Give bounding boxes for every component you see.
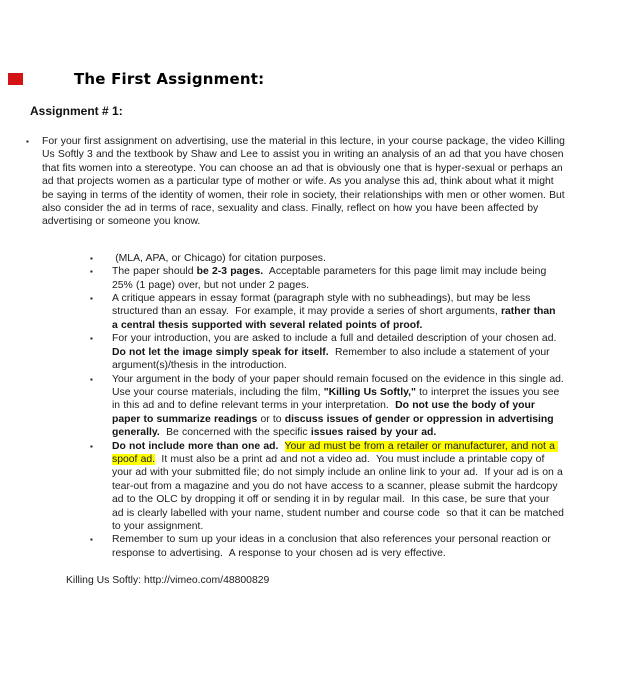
list-item-text <box>112 533 564 560</box>
list-item <box>90 332 638 372</box>
text-run: Remember to also include a statement of your argument(s)/thesis in the introduction. <box>112 346 553 372</box>
document-page <box>0 70 638 700</box>
text-run: Your argument in the body of your paper should remain focused on the evidence in this single ad. Use your course materials, including the film, <box>112 373 571 398</box>
document-title: The First Assignment: <box>74 70 265 88</box>
text-run: to interpret the issues you see in this ad and to define relevant terms in your interpretation. <box>112 386 563 412</box>
requirements-bullet-list <box>0 252 638 560</box>
list-item-text <box>112 440 568 534</box>
text-run: Acceptable parameters for this page limit may include being 25% (1 page) over, but not under 2 pages. <box>112 266 550 291</box>
text-run: It must also be a print ad and not a video ad. You must include a printable copy of your ad with your submitted file; do not simply include an online link to your ad. If your ad is on a tear-out from a magazine and you do not have access to a scanner, please submit the hardcopy ad to the OLC by dropping it off or sending it in by regular mail. In this case, be sure that your ad is clearly labelled with your name, student number and course code so that it can be matched to your assignment. <box>112 453 568 532</box>
bullet-icon: ▪ <box>90 334 93 344</box>
text-run: or to <box>257 413 285 425</box>
video-url-text: Killing Us Softly: http://vimeo.com/48800829 <box>66 575 270 587</box>
text-run: For your introduction, you are asked to include a full and detailed description of your chosen ad. <box>112 333 563 345</box>
list-item <box>90 265 638 292</box>
bold-text-run: issues raised by your ad. <box>310 427 437 439</box>
list-item-text <box>42 135 569 229</box>
list-item <box>90 373 638 440</box>
bold-text-run: Do not let the image simply speak for itself. <box>112 346 329 358</box>
list-item-text <box>112 252 564 265</box>
list-item-text <box>112 292 564 332</box>
bullet-icon: ▪ <box>90 374 93 384</box>
bullet-icon: ▪ <box>90 441 93 451</box>
bold-text-run: Do not use the body of your paper to summarize readings <box>112 400 539 425</box>
corner-red-mark <box>8 73 23 85</box>
list-item <box>90 440 638 534</box>
bold-text-run: "Killing Us Softly," <box>323 386 416 398</box>
list-item <box>90 292 638 332</box>
list-item-text <box>112 373 571 440</box>
bold-text-run: Do not include more than one ad. <box>112 440 279 452</box>
text-run: Be concerned with the specific <box>159 427 311 439</box>
assignment-heading: Assignment # 1: <box>30 104 123 118</box>
bullet-icon: ▪ <box>90 253 93 263</box>
bold-text-run: rather than a central thesis supported with several related points of proof. <box>112 306 559 331</box>
bullet-icon: ▪ <box>26 137 29 146</box>
bold-text-run: discuss issues of gender or oppression in advertising generally. <box>112 413 557 439</box>
text-run: For your first assignment on advertising, use the material in this lecture, in your course package, the video Killing Us Softly 3 and the textbook by Shaw and Lee to assist you in writing an analysis of an ad that you have chosen that fits women into a stereotype. You can choose an ad that is obviously one that is hyper-sexual or perhaps an ad that projects women as a particular type of mother or wife. As you analyse this ad, think about what it might be saying in terms of the identity of women, their role in society, their relationships with men or other women. But also consider the ad in terms of race, sexuality and class. Finally, reflect on how you have been affected by advertising or someone you know. <box>42 136 569 228</box>
list-item <box>26 135 638 229</box>
list-item <box>90 252 638 265</box>
text-run <box>278 441 284 452</box>
bold-text-run: be 2-3 pages. <box>196 266 264 278</box>
intro-bullet-list <box>0 135 638 229</box>
list-item-text <box>112 332 564 372</box>
bullet-icon: ▪ <box>90 267 93 277</box>
list-item <box>90 533 638 560</box>
text-run: A critique appears in essay format (paragraph style with no subheadings), but may be less structured than an essay. For example, it may provide a series of short arguments, <box>112 293 534 318</box>
bullet-icon: ▪ <box>90 294 93 304</box>
text-run: The paper should <box>112 266 197 278</box>
highlighted-text-run: Your ad must be from a retailer or manufacturer, and not a spoof ad. <box>112 440 559 465</box>
text-run: Remember to sum up your ideas in a conclusion that also references your personal reaction or response to advertising. A response to your chosen ad is very effective. <box>112 534 555 559</box>
list-item-text <box>112 265 564 292</box>
bullet-icon: ▪ <box>90 535 93 545</box>
text-run: (MLA, APA, or Chicago) for citation purposes. <box>112 252 326 264</box>
